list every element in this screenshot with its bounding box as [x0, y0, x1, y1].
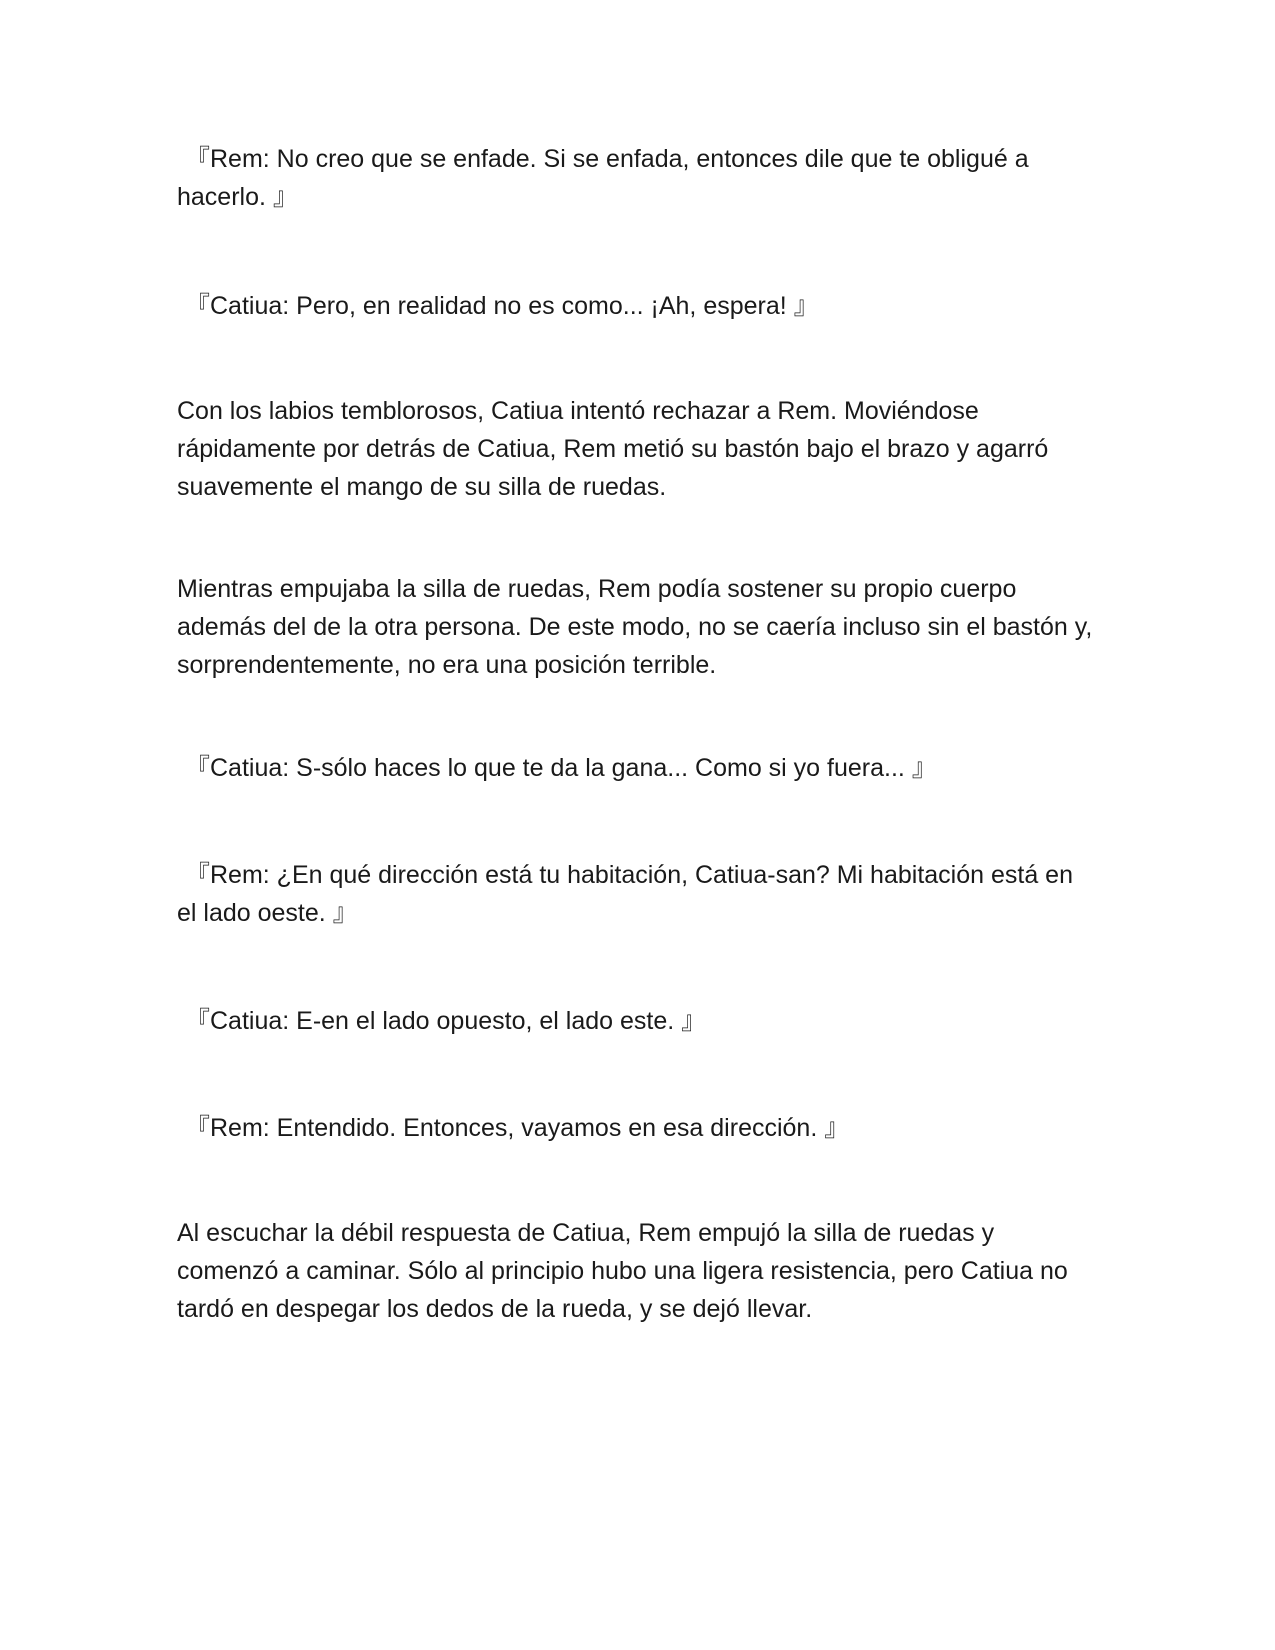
dialog-paragraph-2: 『Catiua: Pero, en realidad no es como... ¡Ah, espera! 』 — [185, 292, 819, 320]
dialog-paragraph-3: 『Catiua: S-sólo haces lo que te da la gana... Como si yo fuera... 』 — [185, 754, 937, 782]
dialog-paragraph-5: 『Catiua: E-en el lado opuesto, el lado este. 』 — [185, 1007, 707, 1035]
dialog-paragraph-1: 『Rem: No creo que se enfade. Si se enfada, entonces dile que te obligué a hacerlo. 』 — [177, 145, 1029, 211]
narration-paragraph-3: Al escuchar la débil respuesta de Catiua, Rem empujó la silla de ruedas y comenzó a caminar. Sólo al principio hubo una ligera resistencia, pero Catiua no tardó en despegar los dedos de la rueda, y se dejó llevar. — [177, 1219, 1068, 1323]
dialog-paragraph-6: 『Rem: Entendido. Entonces, vayamos en esa dirección. 』 — [185, 1114, 850, 1142]
narration-paragraph-2: Mientras empujaba la silla de ruedas, Rem podía sostener su propio cuerpo además del de la otra persona. De este modo, no se caería incluso sin el bastón y, sorprendentemente, no era una posición terrible. — [177, 575, 1093, 679]
dialog-paragraph-4: 『Rem: ¿En qué dirección está tu habitación, Catiua-san? Mi habitación está en el lado oeste. 』 — [177, 861, 1073, 927]
narration-paragraph-1: Con los labios temblorosos, Catiua intentó rechazar a Rem. Moviéndose rápidamente por detrás de Catiua, Rem metió su bastón bajo el brazo y agarró suavemente el mango de su silla de ruedas. — [177, 397, 1049, 501]
